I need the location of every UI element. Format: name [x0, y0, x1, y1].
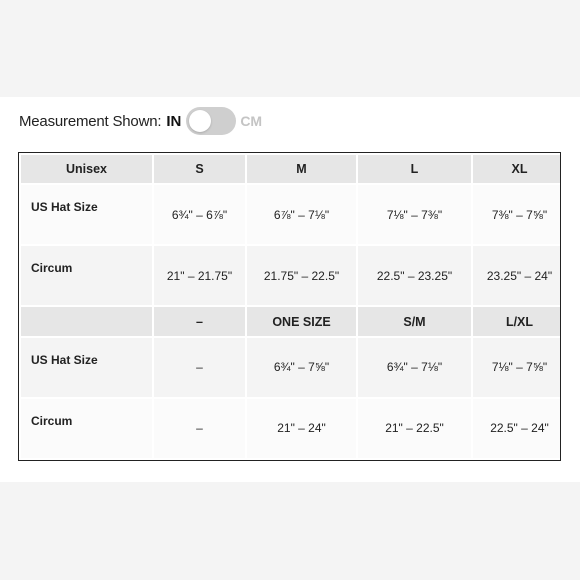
- header-cell-size: L: [358, 155, 471, 183]
- table-cell: 23.25" – 24": [473, 246, 561, 305]
- table-cell: –: [154, 399, 245, 458]
- measurement-unit-switcher: [19, 106, 262, 136]
- table-cell: 6¾" – 7⅛": [358, 338, 471, 397]
- table-cell: 7⅛" – 7⅜": [358, 185, 471, 244]
- row-label-cell: US Hat Size: [21, 185, 152, 244]
- table-cell: 6¾" – 7⅝": [247, 338, 356, 397]
- table-cell: –: [154, 338, 245, 397]
- table-cell: 7⅜" – 7⅝": [473, 185, 561, 244]
- row-label-cell: Circum: [21, 246, 152, 305]
- top-background-band: [0, 0, 580, 97]
- table-cell: 6⅞" – 7⅛": [247, 185, 356, 244]
- toggle-knob[interactable]: [189, 110, 211, 132]
- table-header-row: [21, 307, 561, 335]
- table-row: [21, 246, 561, 305]
- unit-cm-label[interactable]: CM: [240, 113, 263, 129]
- header-cell-size: L/XL: [473, 307, 561, 335]
- table-cell: 21" – 21.75": [154, 246, 245, 305]
- table-cell: 22.5" – 24": [473, 399, 561, 458]
- table-header-row: [21, 155, 561, 183]
- header-cell-size: M: [247, 155, 356, 183]
- table-cell: 21" – 22.5": [358, 399, 471, 458]
- unit-toggle-switch[interactable]: [186, 107, 236, 135]
- header-cell-size: XL: [473, 155, 561, 183]
- row-label-cell: US Hat Size: [21, 338, 152, 397]
- table-row: [21, 338, 561, 397]
- table-cell: 6¾" – 6⅞": [154, 185, 245, 244]
- bottom-background-band: [0, 482, 580, 580]
- measurement-label: Measurement Shown:: [19, 112, 162, 130]
- table-row: [21, 399, 561, 458]
- header-cell-size: S: [154, 155, 245, 183]
- table-cell: 22.5" – 23.25": [358, 246, 471, 305]
- row-label-cell: Circum: [21, 399, 152, 458]
- table-cell: 21.75" – 22.5": [247, 246, 356, 305]
- size-table: [19, 153, 561, 460]
- unit-in-label[interactable]: IN: [166, 112, 182, 130]
- table-cell: 21" – 24": [247, 399, 356, 458]
- header-cell-group: Unisex: [21, 155, 152, 183]
- header-cell-size: ONE SIZE: [247, 307, 356, 335]
- header-cell-group: [21, 307, 152, 335]
- table-row: [21, 185, 561, 244]
- size-chart: [18, 152, 561, 461]
- header-cell-size: S/M: [358, 307, 471, 335]
- header-cell-size: –: [154, 307, 245, 335]
- table-cell: 7⅛" – 7⅝": [473, 338, 561, 397]
